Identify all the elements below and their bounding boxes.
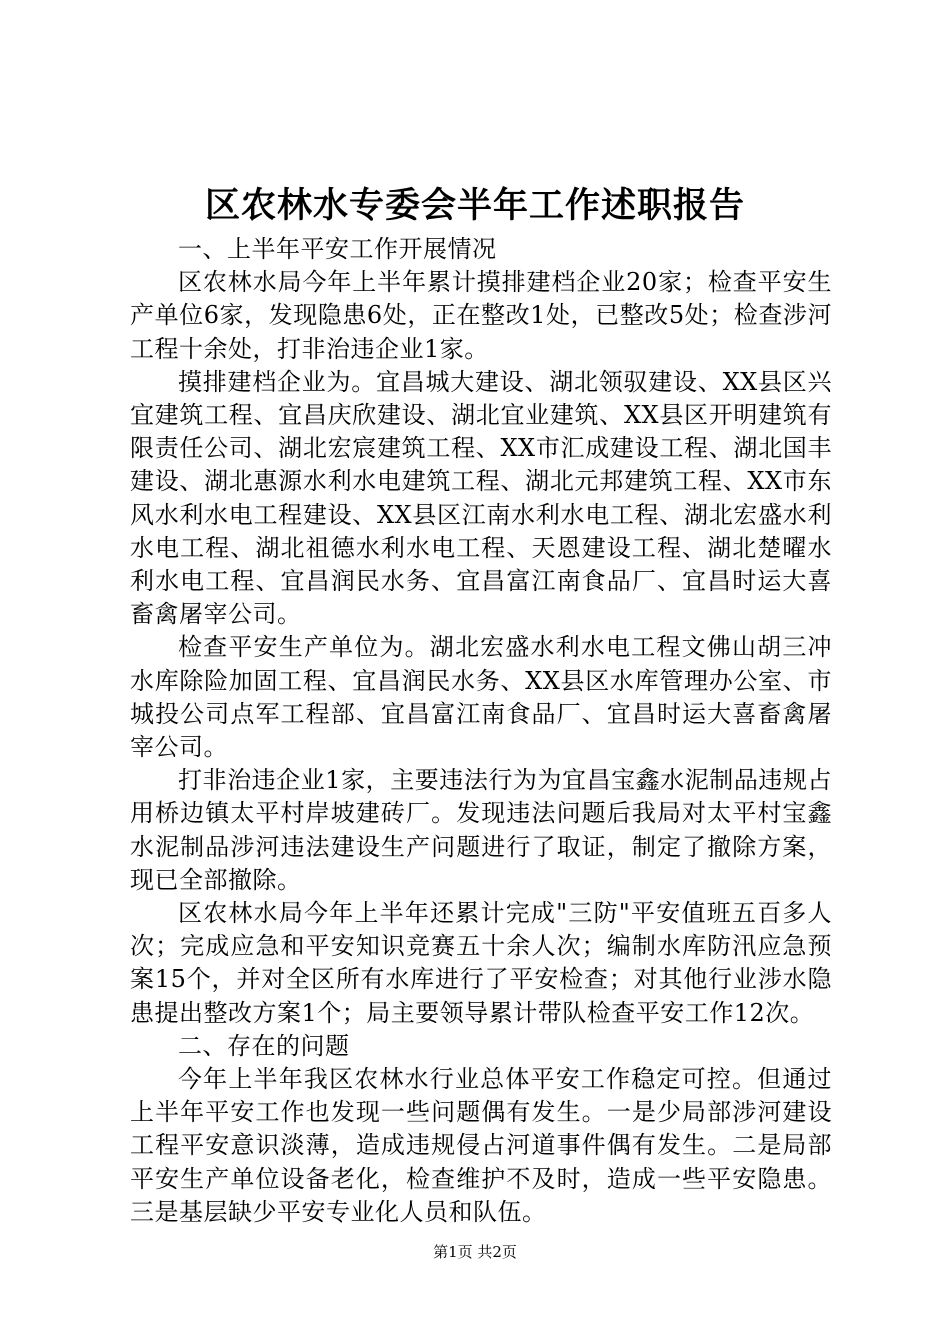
document-title: 区农林水专委会半年工作述职报告 <box>204 185 745 226</box>
page-number-footer: 第1页 共2页 <box>433 1243 517 1261</box>
section-heading: 二、存在的问题 <box>178 1031 350 1060</box>
paragraph: 检查平安生产单位为。湖北宏盛水利水电工程文佛山胡三冲水库除险加固工程、宜昌润民水务、XX县区水库管理办公室、市城投公司点军工程部、宜昌富江南食品厂、宜昌时运大喜畜禽屠宰公司。 <box>130 633 832 762</box>
document-body <box>130 233 832 1229</box>
paragraph: 今年上半年我区农林水行业总体平安工作稳定可控。但通过上半年平安工作也发现一些问题偶有发生。一是少局部涉河建设工程平安意识淡薄，造成违规侵占河道事件偶有发生。二是局部平安生产单位设备老化，检查维护不及时，造成一些平安隐患。三是基层缺少平安专业化人员和队伍。 <box>130 1065 832 1226</box>
paragraph: 摸排建档企业为。宜昌城大建设、湖北领驭建设、XX县区兴宜建筑工程、宜昌庆欣建设、湖北宜业建筑、XX县区开明建筑有限责任公司、湖北宏宸建筑工程、XX市汇成建设工程、湖北国丰建设、湖北惠源水利水电建筑工程、湖北元邦建筑工程、XX市东风水利水电工程建设、XX县区江南水利水电工程、湖北宏盛水利水电工程、湖北祖德水利水电工程、天恩建设工程、湖北楚曜水利水电工程、宜昌润民水务、宜昌富江南食品厂、宜昌时运大喜畜禽屠宰公司。 <box>130 367 832 629</box>
section-heading: 一、上半年平安工作开展情况 <box>178 235 497 263</box>
paragraph: 打非治违企业1家，主要违法行为为宜昌宝鑫水泥制品违规占用桥边镇太平村岸坡建砖厂。发现违法问题后我局对太平村宝鑫水泥制品涉河违法建设生产问题进行了取证，制定了撤除方案，现已全部撤除。 <box>130 766 832 894</box>
paragraph: 区农林水局今年上半年还累计完成"三防"平安值班五百多人次；完成应急和平安知识竞赛五十余人次；编制水库防汛应急预案15个，并对全区所有水库进行了平安检查；对其他行业涉水隐患提出整改方案1个；局主要领导累计带队检查平安工作12次。 <box>130 899 832 1027</box>
paragraph: 区农林水局今年上半年累计摸排建档企业20家；检查平安生产单位6家，发现隐患6处，正在整改1处，已整改5处；检查涉河工程十余处，打非治违企业1家。 <box>130 268 832 363</box>
